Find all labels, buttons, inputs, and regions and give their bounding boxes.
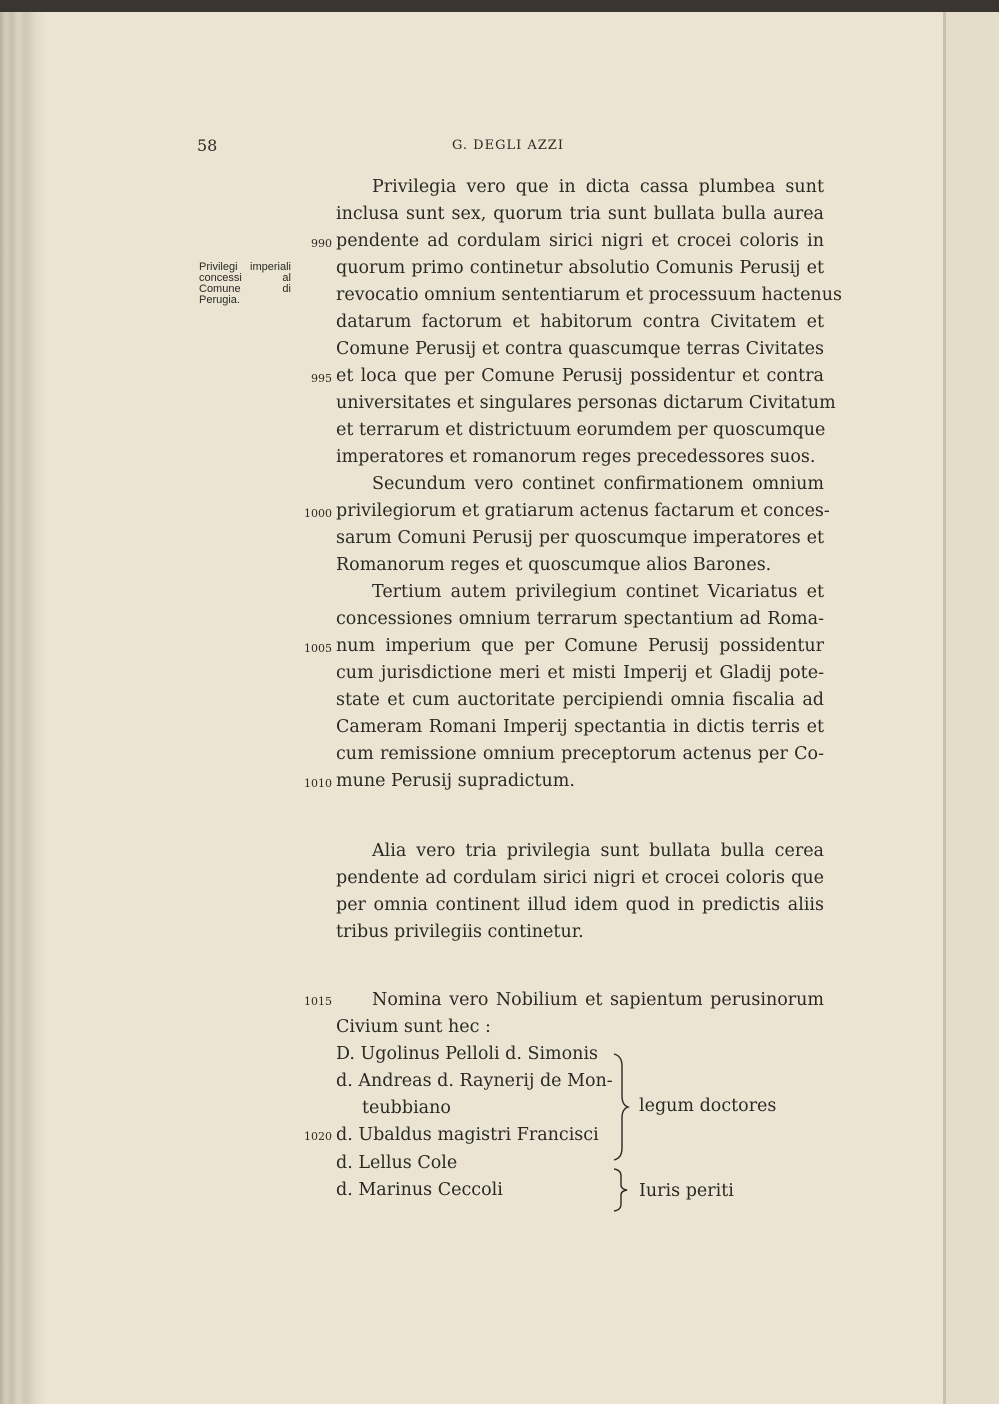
side-note: Privilegi imperiali concessi al Comune di Perugia. bbox=[199, 261, 291, 306]
text-line: quorum primo continetur absolutio Comunis Perusij et bbox=[336, 258, 824, 278]
line-number: 995 bbox=[311, 372, 332, 385]
name-entry: d. Ubaldus magistri Francisci bbox=[336, 1125, 599, 1145]
group-label-legum-doctores: legum doctores bbox=[639, 1096, 777, 1116]
line-number: 1000 bbox=[304, 507, 332, 520]
right-brace-icon bbox=[612, 1167, 632, 1213]
text-line: inclusa sunt sex, quorum tria sunt bullata bulla aurea bbox=[336, 204, 824, 224]
name-entry: d. Andreas d. Raynerij de Mon- bbox=[336, 1071, 613, 1091]
line-number: 1005 bbox=[304, 642, 332, 655]
text-line: universitates et singulares personas dictarum Civitatum bbox=[336, 393, 836, 413]
text-line: Comune Perusij et contra quascumque terras Civitates bbox=[336, 339, 824, 359]
text-line: concessiones omnium terrarum spectantium ad Roma- bbox=[336, 609, 824, 629]
line-number: 990 bbox=[311, 237, 332, 250]
name-entry: d. Marinus Ceccoli bbox=[336, 1180, 503, 1200]
text-line: Romanorum reges et quoscumque alios Barones. bbox=[336, 555, 772, 575]
text-line: num imperium que per Comune Perusij possidentur bbox=[336, 636, 824, 656]
text-line: state et cum auctoritate percipiendi omnia fiscalia ad bbox=[336, 690, 824, 710]
text-line: revocatio omnium sententiarum et processuum hactenus bbox=[336, 285, 842, 305]
line-number: 1020 bbox=[304, 1130, 332, 1143]
text-line: pendente ad cordulam sirici nigri et crocei coloris que bbox=[336, 868, 824, 888]
name-entry: teubbiano bbox=[362, 1098, 451, 1118]
right-brace-icon bbox=[612, 1052, 632, 1162]
running-head: G. DEGLI AZZI bbox=[452, 138, 564, 153]
book-page bbox=[0, 12, 999, 1404]
text-line: Tertium autem privilegium continet Vicariatus et bbox=[372, 582, 824, 602]
page-number: 58 bbox=[197, 136, 218, 155]
text-line: cum jurisdictione meri et misti Imperij et Gladij pote- bbox=[336, 663, 824, 683]
facing-page-edge bbox=[946, 12, 999, 1404]
text-line: Civium sunt hec : bbox=[336, 1017, 491, 1037]
text-line: et loca que per Comune Perusij possidentur et contra bbox=[336, 366, 824, 386]
text-line: Nomina vero Nobilium et sapientum perusinorum bbox=[372, 990, 824, 1010]
text-line: privilegiorum et gratiarum actenus factarum et conces- bbox=[336, 501, 830, 521]
text-line: Privilegia vero que in dicta cassa plumbea sunt bbox=[372, 177, 824, 197]
text-line: Alia vero tria privilegia sunt bullata bulla cerea bbox=[372, 841, 824, 861]
text-line: datarum factorum et habitorum contra Civitatem et bbox=[336, 312, 824, 332]
line-number: 1015 bbox=[304, 995, 332, 1008]
name-entry: D. Ugolinus Pelloli d. Simonis bbox=[336, 1044, 599, 1064]
line-number: 1010 bbox=[304, 777, 332, 790]
text-line: per omnia continent illud idem quod in predictis aliis bbox=[336, 895, 824, 915]
text-line: Secundum vero continet confirmationem omnium bbox=[372, 474, 824, 494]
text-line: pendente ad cordulam sirici nigri et crocei coloris in bbox=[336, 231, 824, 251]
text-line: imperatores et romanorum reges precedessores suos. bbox=[336, 447, 816, 467]
group-label-iuris-periti: Iuris periti bbox=[639, 1181, 734, 1201]
text-line: Cameram Romani Imperij spectantia in dictis terris et bbox=[336, 717, 824, 737]
text-line: cum remissione omnium preceptorum actenus per Co- bbox=[336, 744, 824, 764]
name-entry: d. Lellus Cole bbox=[336, 1153, 458, 1173]
text-line: et terrarum et districtuum eorumdem per quoscumque bbox=[336, 420, 826, 440]
text-line: tribus privilegiis continetur. bbox=[336, 922, 584, 942]
text-line: sarum Comuni Perusij per quoscumque imperatores et bbox=[336, 528, 824, 548]
text-line: mune Perusij supradictum. bbox=[336, 771, 575, 791]
